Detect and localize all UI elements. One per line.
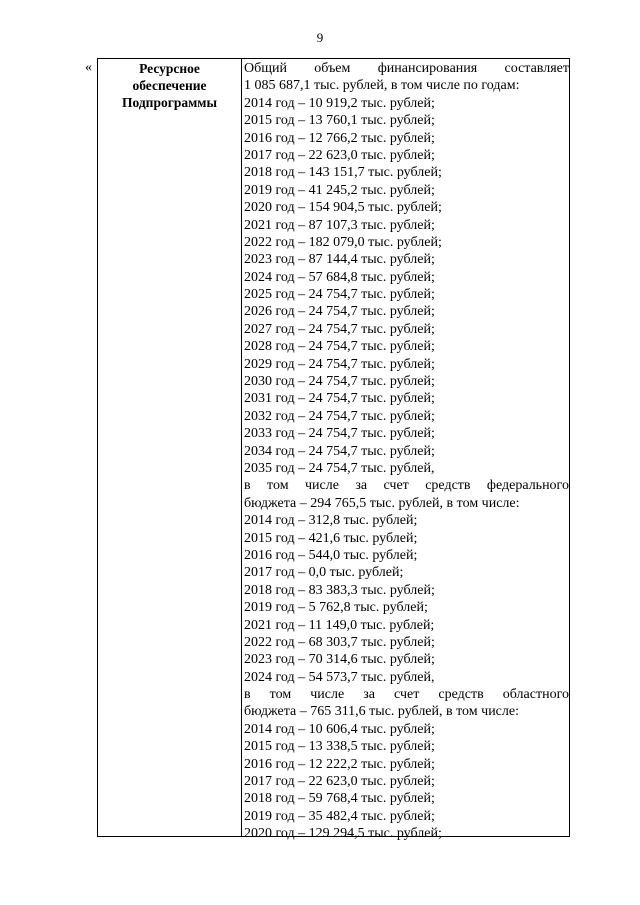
funding-line: 2020 год – 154 904,5 тыс. рублей;	[244, 200, 442, 216]
funding-line: 2019 год – 41 245,2 тыс. рублей;	[244, 182, 435, 198]
funding-line: 2031 год – 24 754,7 тыс. рублей;	[244, 391, 435, 407]
funding-line: 1 085 687,1 тыс. рублей, в том числе по годам:	[244, 78, 520, 94]
funding-line: 2033 год – 24 754,7 тыс. рублей;	[244, 426, 435, 442]
funding-line: 2015 год – 13 338,5 тыс. рублей;	[244, 739, 435, 755]
word: объем	[314, 61, 351, 76]
resource-table	[97, 58, 570, 842]
justified-text-line	[244, 477, 569, 494]
funding-line: 2024 год – 57 684,8 тыс. рублей;	[244, 269, 435, 285]
funding-line: 2026 год – 24 754,7 тыс. рублей;	[244, 304, 435, 320]
opening-quote-mark: «	[85, 60, 92, 75]
word: финансирования	[377, 61, 478, 76]
justified-text-line	[244, 60, 569, 77]
funding-line: 2025 год – 24 754,7 тыс. рублей;	[244, 287, 435, 303]
word: в	[244, 478, 251, 494]
word: числе	[304, 478, 339, 494]
word: том	[267, 478, 289, 494]
word: за	[363, 687, 375, 703]
word: в	[244, 687, 251, 703]
funding-line: бюджета – 294 765,5 тыс. рублей, в том числе:	[244, 495, 520, 511]
funding-line: 2021 год – 11 149,0 тыс. рублей;	[244, 617, 435, 633]
funding-line: 2017 год – 0,0 тыс. рублей;	[244, 565, 404, 581]
funding-line: 2015 год – 421,6 тыс. рублей;	[244, 530, 418, 546]
label-line: Ресурсное	[139, 61, 200, 76]
funding-line: 2034 год – 24 754,7 тыс. рублей;	[244, 443, 435, 459]
funding-line: 2022 год – 182 079,0 тыс. рублей;	[244, 234, 442, 250]
word: Общий	[244, 61, 287, 76]
funding-line: 2016 год – 544,0 тыс. рублей;	[244, 547, 418, 563]
funding-line: 2020 год – 129 294,5 тыс. рублей;	[244, 826, 442, 842]
funding-line: 2022 год – 68 303,7 тыс. рублей;	[244, 634, 435, 650]
funding-line: 2014 год – 10 919,2 тыс. рублей;	[244, 95, 435, 111]
funding-line: 2019 год – 35 482,4 тыс. рублей;	[244, 808, 435, 824]
funding-line: 2014 год – 312,8 тыс. рублей;	[244, 513, 418, 529]
word: составляет	[504, 61, 569, 76]
label-line: обеспечение	[132, 78, 207, 93]
label-line: Подпрограммы	[121, 95, 218, 110]
funding-line: 2017 год – 22 623,0 тыс. рублей;	[244, 774, 435, 790]
funding-line: 2016 год – 12 766,2 тыс. рублей;	[244, 130, 435, 146]
funding-line: 2018 год – 143 151,7 тыс. рублей;	[244, 165, 442, 181]
funding-line: 2015 год – 13 760,1 тыс. рублей;	[244, 113, 435, 129]
funding-line: 2021 год – 87 107,3 тыс. рублей;	[244, 217, 435, 233]
funding-line: 2018 год – 83 383,3 тыс. рублей;	[244, 582, 435, 598]
word: средств	[425, 478, 471, 494]
funding-line: 2030 год – 24 754,7 тыс. рублей;	[244, 374, 435, 390]
funding-line: 2014 год – 10 606,4 тыс. рублей;	[244, 721, 435, 737]
word: за	[355, 478, 368, 494]
page-number: 9	[316, 30, 324, 45]
funding-line: 2035 год – 24 754,7 тыс. рублей,	[244, 460, 435, 476]
funding-line: 2027 год – 24 754,7 тыс. рублей;	[244, 321, 435, 337]
resource-label-cell	[98, 59, 242, 836]
funding-line: бюджета – 765 311,6 тыс. рублей, в том числе:	[244, 704, 519, 720]
word: счет	[383, 478, 409, 494]
funding-line: 2032 год – 24 754,7 тыс. рублей;	[244, 408, 435, 424]
funding-line: 2024 год – 54 573,7 тыс. рублей,	[244, 669, 435, 685]
funding-description-cell	[244, 59, 569, 842]
funding-line: 2019 год – 5 762,8 тыс. рублей;	[244, 600, 428, 616]
word: средств	[438, 687, 484, 703]
funding-line: 2017 год – 22 623,0 тыс. рублей;	[244, 147, 435, 163]
funding-line: 2023 год – 70 314,6 тыс. рублей;	[244, 652, 435, 668]
word: том	[269, 687, 292, 703]
funding-line: 2028 год – 24 754,7 тыс. рублей;	[244, 339, 435, 355]
justified-text-line	[244, 686, 569, 703]
funding-line: 2018 год – 59 768,4 тыс. рублей;	[244, 791, 435, 807]
word: числе	[310, 687, 345, 703]
word: областного	[502, 687, 569, 703]
word: федерального	[486, 478, 569, 494]
word: счет	[394, 687, 420, 703]
funding-line: 2016 год – 12 222,2 тыс. рублей;	[244, 756, 435, 772]
funding-line: 2023 год – 87 144,4 тыс. рублей;	[244, 252, 435, 268]
funding-line: 2029 год – 24 754,7 тыс. рублей;	[244, 356, 435, 372]
